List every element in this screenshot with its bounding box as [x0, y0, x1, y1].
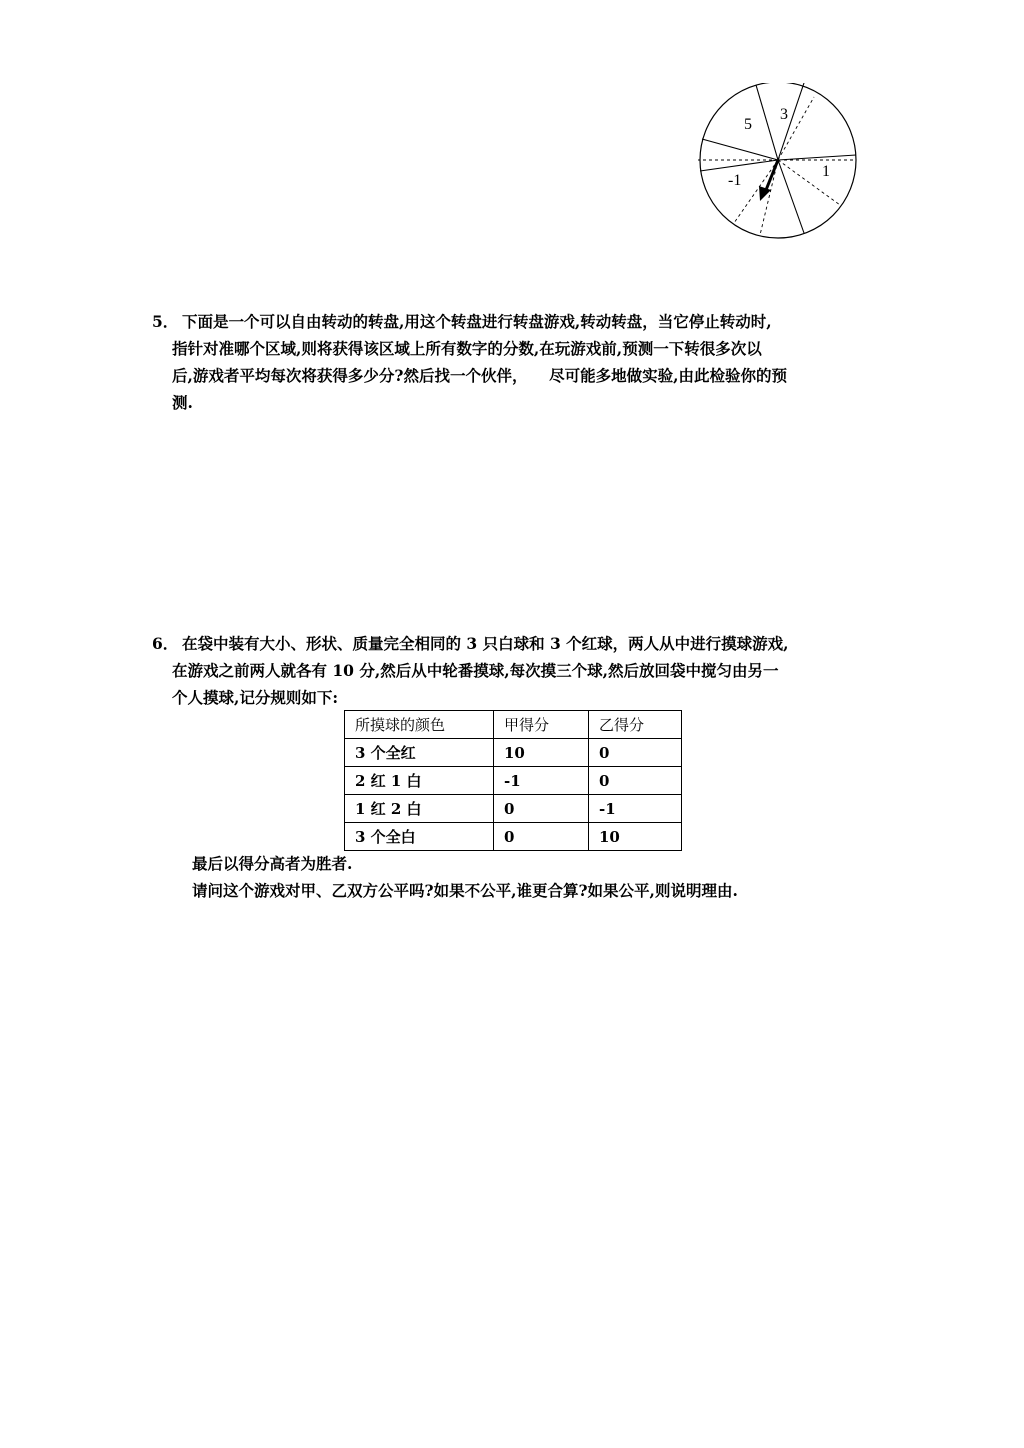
table-cell: 1 红 2 白	[345, 795, 494, 823]
table-header-row	[345, 711, 682, 739]
fairness-question-text: 请问这个游戏对甲、乙双方公平吗?如果不公平,谁更合算?如果公平,则说明理由.	[192, 881, 738, 900]
question-6-line-3: 个人摸球,记分规则如下:	[172, 688, 339, 707]
table-header-jia: 甲得分	[494, 711, 589, 739]
table-row	[345, 823, 682, 851]
question-5-number: 5．	[152, 312, 179, 331]
table-cell: 10	[494, 739, 589, 767]
table-row	[345, 767, 682, 795]
spinner-label-1: 1	[822, 163, 830, 180]
question-5-line-1: 5． 下面是一个可以自由转动的转盘,用这个转盘进行转盘游戏,转动转盘，当它停止转动时,	[152, 308, 892, 335]
table-cell: 10	[589, 823, 682, 851]
question-6-line-1: 6． 在袋中装有大小、形状、质量完全相同的 3 只白球和 3 个红球，两人从中进行摸球游戏,	[152, 630, 892, 657]
table-cell: 2 红 1 白	[345, 767, 494, 795]
table-header-color: 所摸球的颜色	[345, 711, 494, 739]
question-5-line-4: 测.	[172, 393, 193, 412]
question-6-number: 6．	[152, 634, 179, 653]
question-5	[152, 308, 892, 416]
winner-rule-text: 最后以得分高者为胜者.	[192, 854, 353, 873]
spinner-label-5: 5	[744, 116, 752, 133]
table-row	[345, 795, 682, 823]
table-cell: 3 个全白	[345, 823, 494, 851]
question-5-line-2: 指针对准哪个区域,则将获得该区域上所有数字的分数,在玩游戏前,预测一下转很多次以	[172, 339, 762, 358]
question-5-line-3: 后,游戏者平均每次将获得多少分?然后找一个伙伴， 尽可能多地做实验,由此检验你的预	[172, 366, 787, 385]
table-cell: 0	[494, 823, 589, 851]
question-6-line-2: 在游戏之前两人就各有 10 分,然后从中轮番摸球,每次摸三个球,然后放回袋中搅匀由另一	[172, 661, 779, 680]
spinner-label-minus1: -1	[728, 172, 742, 189]
table-header-yi: 乙得分	[589, 711, 682, 739]
pointer-arrowhead	[759, 186, 771, 201]
table-cell: -1	[589, 795, 682, 823]
table-row	[345, 739, 682, 767]
scoring-table	[344, 710, 682, 851]
table-cell: 3 个全红	[345, 739, 494, 767]
spinner-figure	[694, 83, 862, 243]
table-cell: 0	[589, 739, 682, 767]
question-6-followup	[192, 850, 738, 904]
spinner-label-3: 3	[780, 106, 788, 123]
table-cell: 0	[589, 767, 682, 795]
question-6	[152, 630, 892, 711]
table-cell: 0	[494, 795, 589, 823]
table-cell: -1	[494, 767, 589, 795]
